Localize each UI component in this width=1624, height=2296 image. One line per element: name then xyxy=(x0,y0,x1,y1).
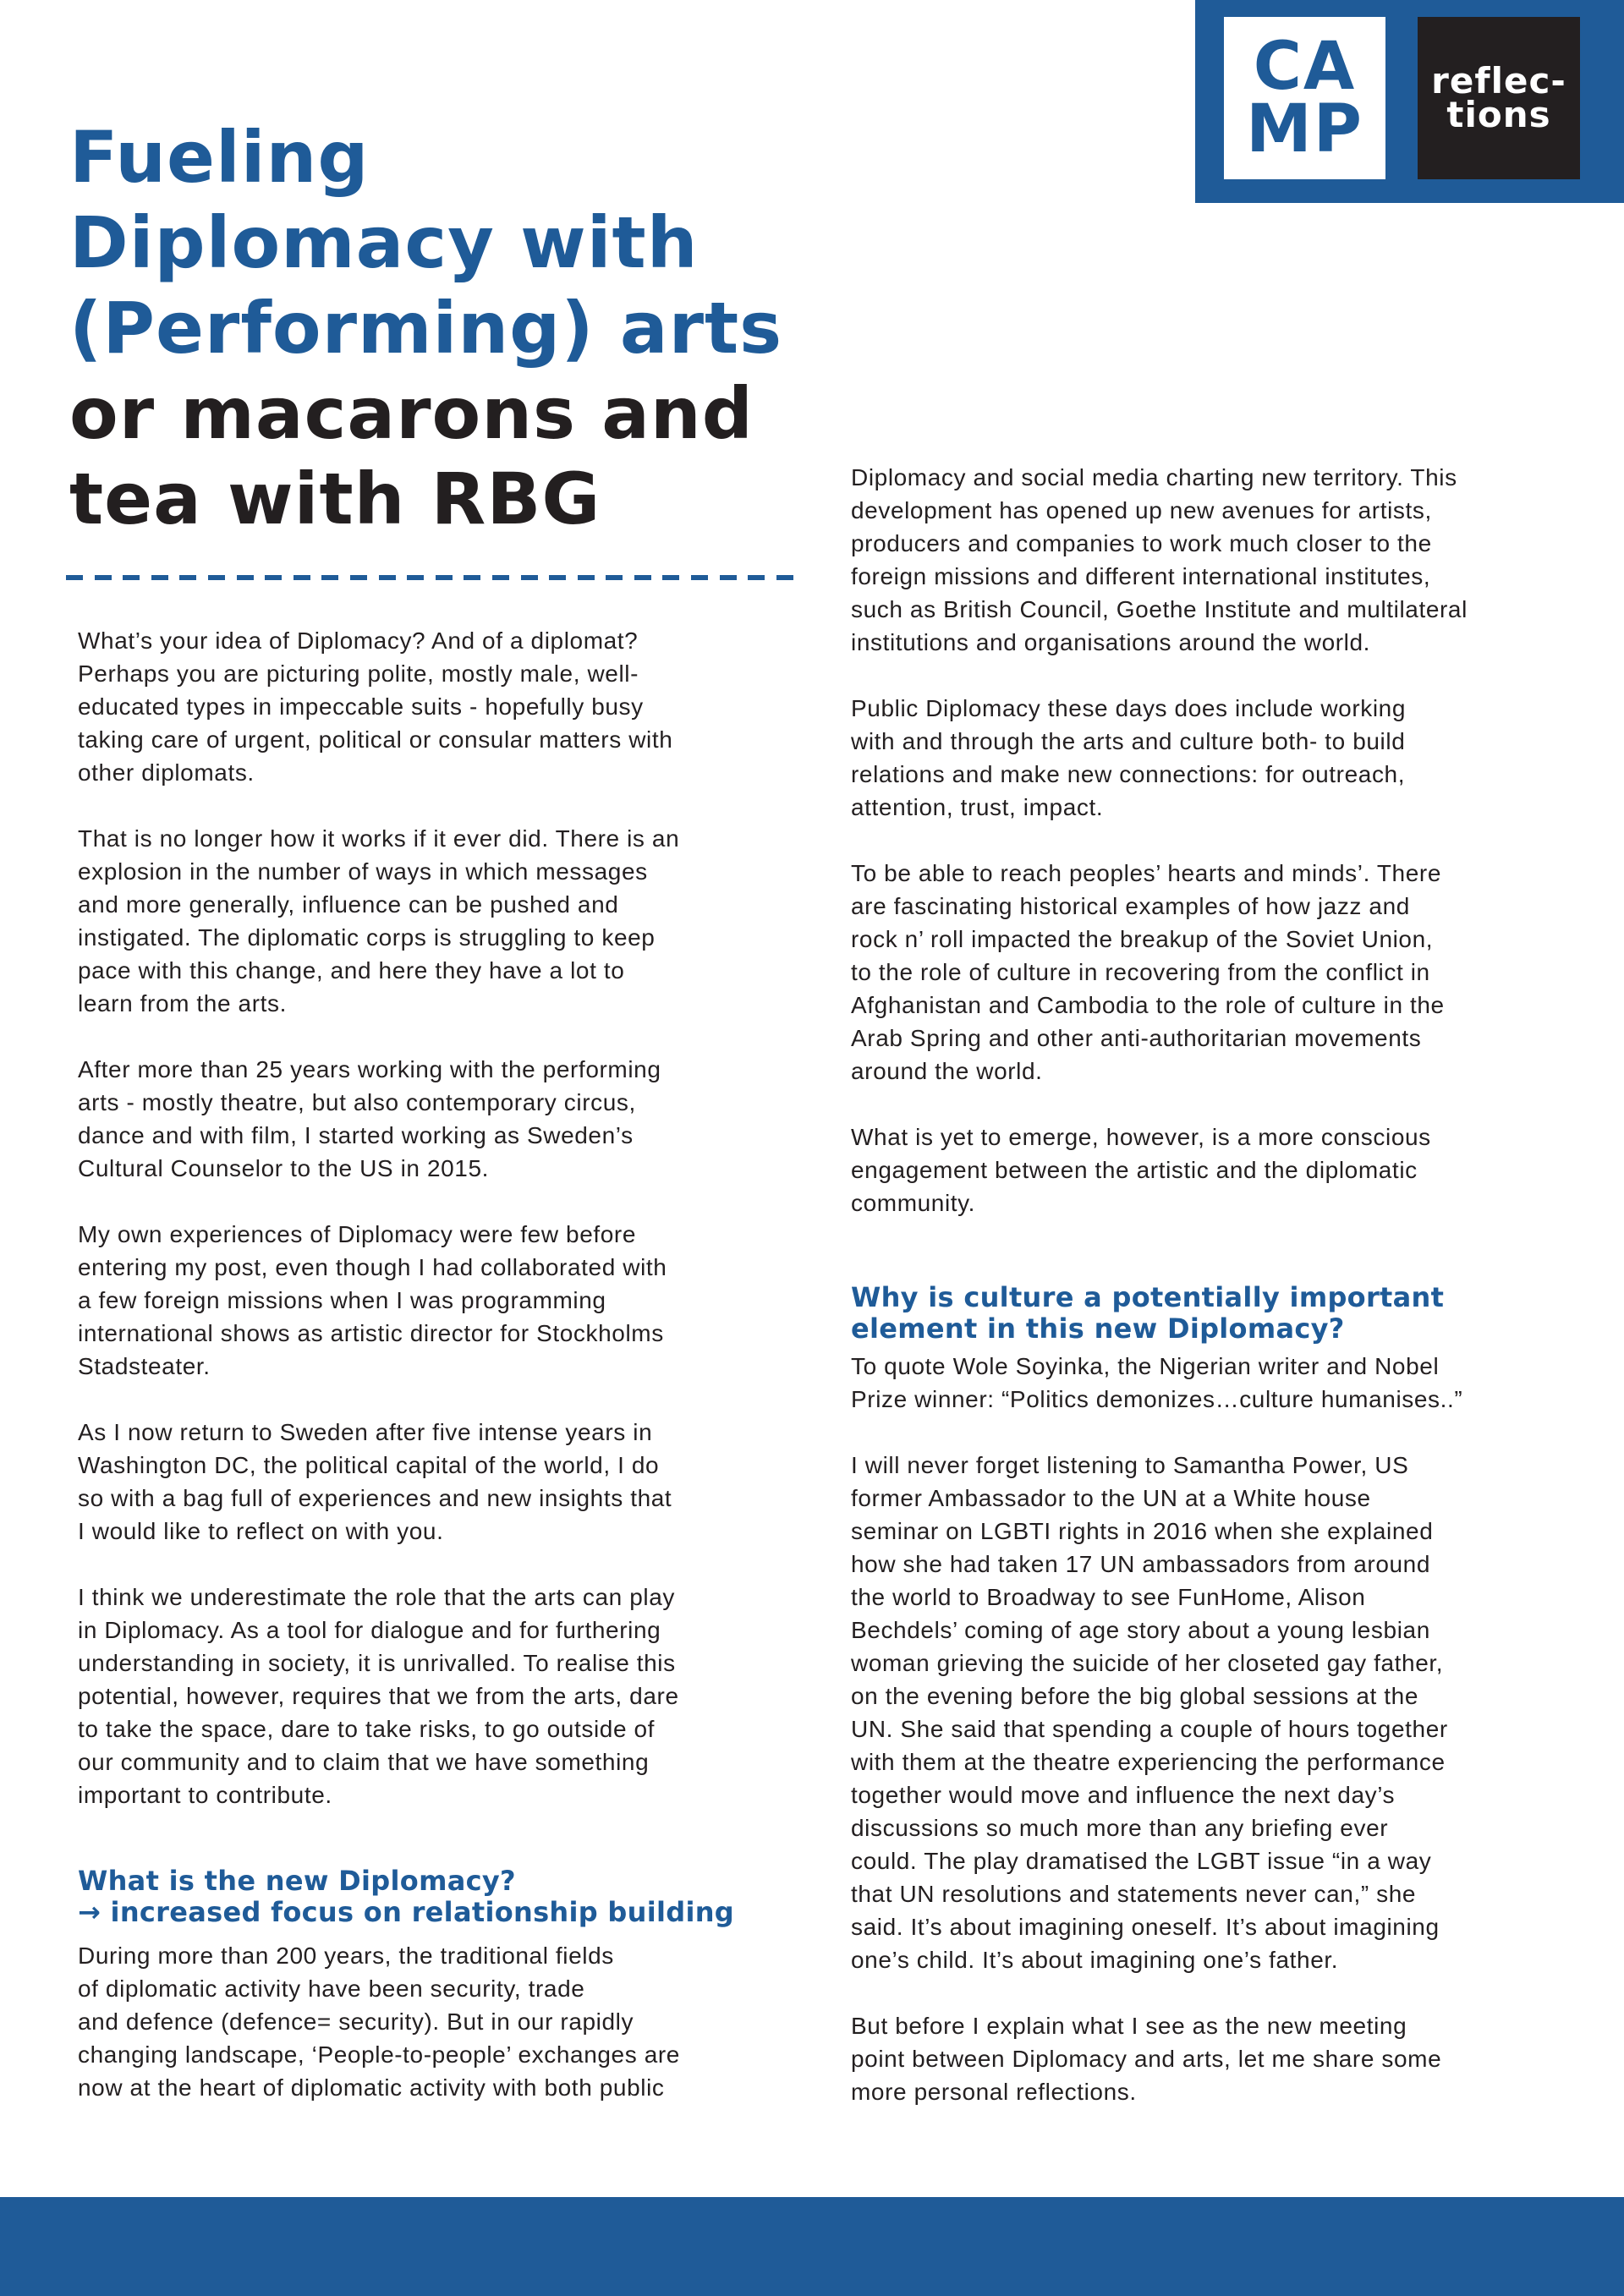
text-line: could. The play dramatised the LGBT issue “in a way xyxy=(851,1848,1432,1874)
text-line: Prize winner: “Politics demonizes…culture humanises..” xyxy=(851,1386,1463,1412)
section-heading-new-diplomacy xyxy=(78,1866,734,1928)
dash-segment xyxy=(578,575,595,580)
text-line: other diplomats. xyxy=(78,759,255,786)
text-line: My own experiences of Diplomacy were few before xyxy=(78,1221,637,1247)
quote-paragraph xyxy=(851,1350,1462,1416)
text-line: the world to Broadway to see FunHome, Alison xyxy=(851,1584,1366,1610)
title-line: Fueling xyxy=(69,116,370,199)
text-line: on the evening before the big global sessions at the xyxy=(851,1683,1418,1709)
text-line: that UN resolutions and statements never can,” she xyxy=(851,1881,1417,1907)
dash-segment xyxy=(464,575,480,580)
dash-segment xyxy=(237,575,254,580)
paragraph xyxy=(851,857,1445,1088)
dash-segment xyxy=(66,575,83,580)
text-line: institutions and organisations around the world. xyxy=(851,629,1371,655)
text-line: Diplomacy and social media charting new territory. This xyxy=(851,464,1457,490)
dash-segment xyxy=(634,575,651,580)
camp-logo-box xyxy=(1224,17,1385,179)
text-line: But before I explain what I see as the new meeting xyxy=(851,2013,1407,2039)
paragraph xyxy=(78,822,679,1020)
dash-segment xyxy=(265,575,282,580)
text-line: foreign missions and different international institutes, xyxy=(851,563,1431,589)
text-line: producers and companies to work much closer to the xyxy=(851,530,1432,556)
text-line: pace with this change, and here they have a lot to xyxy=(78,957,625,984)
text-line: attention, trust, impact. xyxy=(851,794,1104,820)
reflections-logo-line: reflec- xyxy=(1431,60,1566,101)
camp-logo-line: CA xyxy=(1253,29,1357,105)
text-line: our community and to claim that we have something xyxy=(78,1749,650,1775)
text-line: and more generally, influence can be pushed and xyxy=(78,891,619,918)
text-line: international shows as artistic director for Stockholms xyxy=(78,1320,664,1346)
text-line: explosion in the number of ways in which messages xyxy=(78,858,648,885)
text-line: What’s your idea of Diplomacy? And of a diplomat? xyxy=(78,627,639,654)
dash-segment xyxy=(691,575,708,580)
text-line: Stadsteater. xyxy=(78,1353,211,1379)
dash-segment xyxy=(492,575,509,580)
text-line: more personal reflections. xyxy=(851,2079,1137,2105)
article-title xyxy=(69,115,782,542)
paragraph xyxy=(78,1053,661,1185)
footer-band xyxy=(0,2197,1624,2296)
text-line: I think we underestimate the role that the arts can play xyxy=(78,1584,675,1610)
text-line: educated types in impeccable suits - hopefully busy xyxy=(78,693,644,720)
text-line: point between Diplomacy and arts, let me share some xyxy=(851,2046,1442,2072)
text-line: Washington DC, the political capital of the world, I do xyxy=(78,1452,660,1478)
text-line: UN. She said that spending a couple of hours together xyxy=(851,1716,1448,1742)
text-line: Why is culture a potentially important xyxy=(851,1281,1445,1313)
dash-segment xyxy=(662,575,679,580)
text-line: with them at the theatre experiencing the performance xyxy=(851,1749,1446,1775)
text-line: relations and make new connections: for outreach, xyxy=(851,761,1406,787)
camp-logo-line: MP xyxy=(1246,91,1363,167)
text-line: potential, however, requires that we from the arts, dare xyxy=(78,1683,679,1709)
text-line: learn from the arts. xyxy=(78,990,287,1016)
camp-reflections-logo xyxy=(1195,0,1624,203)
text-line: now at the heart of diplomatic activity with both public xyxy=(78,2074,665,2101)
text-line: development has opened up new avenues for artists, xyxy=(851,497,1432,523)
text-line: seminar on LGBTI rights in 2016 when she explained xyxy=(851,1518,1434,1544)
paragraph xyxy=(78,1218,667,1383)
dash-segment xyxy=(720,575,737,580)
paragraph xyxy=(851,1121,1431,1219)
title-line: (Performing) arts xyxy=(69,287,783,370)
reflections-logo-line: tions xyxy=(1446,94,1551,135)
dash-segment xyxy=(521,575,538,580)
text-line: one’s child. It’s about imagining one’s father. xyxy=(851,1947,1339,1973)
dash-segment xyxy=(179,575,196,580)
dash-segment xyxy=(407,575,424,580)
dash-segment xyxy=(379,575,396,580)
paragraph xyxy=(851,692,1406,824)
text-line: so with a bag full of experiences and new insights that xyxy=(78,1485,672,1511)
dashed-divider xyxy=(66,575,793,580)
paragraph xyxy=(78,1939,680,2104)
paragraph xyxy=(78,624,672,789)
text-line: in Diplomacy. As a tool for dialogue and for furthering xyxy=(78,1617,661,1643)
text-line: changing landscape, ‘People-to-people’ exchanges are xyxy=(78,2041,680,2068)
dash-segment xyxy=(123,575,140,580)
text-line: discussions so much more than any briefing ever xyxy=(851,1815,1389,1841)
text-line: rock n’ roll impacted the breakup of the Soviet Union, xyxy=(851,926,1434,952)
text-line: What is yet to emerge, however, is a more conscious xyxy=(851,1124,1431,1150)
title-line: or macarons and xyxy=(69,372,754,455)
text-line: to the role of culture in recovering from the conflict in xyxy=(851,959,1430,985)
text-line: Cultural Counselor to the US in 2015. xyxy=(78,1155,490,1181)
text-line: instigated. The diplomatic corps is struggling to keep xyxy=(78,924,656,951)
text-line: a few foreign missions when I was programming xyxy=(78,1287,606,1313)
text-line: I will never forget listening to Samantha Power, US xyxy=(851,1452,1409,1478)
text-line: entering my post, even though I had collaborated with xyxy=(78,1254,667,1280)
text-line: As I now return to Sweden after five intense years in xyxy=(78,1419,653,1445)
text-line: Public Diplomacy these days does include working xyxy=(851,695,1407,721)
text-line: dance and with film, I started working as Sweden’s xyxy=(78,1122,634,1148)
text-line: to take the space, dare to take risks, to go outside of xyxy=(78,1716,656,1742)
text-line: → increased focus on relationship building xyxy=(78,1896,735,1928)
text-line: Afghanistan and Cambodia to the role of culture in the xyxy=(851,992,1445,1018)
text-line: Bechdels’ coming of age story about a young lesbian xyxy=(851,1617,1430,1643)
text-line: To be able to reach peoples’ hearts and minds’. There xyxy=(851,860,1441,886)
text-line: with and through the arts and culture both- to build xyxy=(851,728,1406,754)
text-line: During more than 200 years, the traditional fields xyxy=(78,1943,614,1969)
dash-segment xyxy=(208,575,225,580)
dash-segment xyxy=(748,575,765,580)
text-line: important to contribute. xyxy=(78,1782,332,1808)
text-line: of diplomatic activity have been security, trade xyxy=(78,1975,585,2002)
text-line: former Ambassador to the UN at a White house xyxy=(851,1485,1371,1511)
text-line: After more than 25 years working with the performing xyxy=(78,1056,661,1082)
section-heading-why-culture xyxy=(851,1282,1444,1345)
text-line: arts - mostly theatre, but also contemporary circus, xyxy=(78,1089,636,1115)
title-line: Diplomacy with xyxy=(69,201,699,284)
paragraph xyxy=(851,1449,1448,1976)
text-line: taking care of urgent, political or consular matters with xyxy=(78,726,673,753)
dash-segment xyxy=(321,575,338,580)
title-line: tea with RBG xyxy=(69,458,601,540)
text-line: element in this new Diplomacy? xyxy=(851,1312,1345,1345)
text-line: are fascinating historical examples of how jazz and xyxy=(851,893,1410,919)
text-line: understanding in society, it is unrivalled. To realise this xyxy=(78,1650,676,1676)
text-line: around the world. xyxy=(851,1058,1043,1084)
dash-segment xyxy=(294,575,310,580)
text-line: how she had taken 17 UN ambassadors from around xyxy=(851,1551,1431,1577)
reflections-logo-box xyxy=(1418,17,1580,179)
text-line: I would like to reflect on with you. xyxy=(78,1518,444,1544)
dash-segment xyxy=(549,575,566,580)
text-line: community. xyxy=(851,1190,976,1216)
text-line: What is the new Diplomacy? xyxy=(78,1865,516,1897)
text-line: and defence (defence= security). But in our rapidly xyxy=(78,2008,634,2035)
paragraph xyxy=(78,1416,672,1548)
text-line: together would move and influence the next day’s xyxy=(851,1782,1396,1808)
text-line: engagement between the artistic and the diplomatic xyxy=(851,1157,1418,1183)
text-line: That is no longer how it works if it ever did. There is an xyxy=(78,825,680,852)
dash-segment xyxy=(95,575,112,580)
text-line: To quote Wole Soyinka, the Nigerian writer and Nobel xyxy=(851,1353,1440,1379)
dash-segment xyxy=(151,575,168,580)
dash-segment xyxy=(436,575,453,580)
text-line: Perhaps you are picturing polite, mostly male, well- xyxy=(78,660,639,687)
text-line: said. It’s about imagining oneself. It’s about imagining xyxy=(851,1914,1440,1940)
text-line: Arab Spring and other anti-authoritarian movements xyxy=(851,1025,1422,1051)
text-line: woman grieving the suicide of her closeted gay father, xyxy=(851,1650,1444,1676)
paragraph xyxy=(851,2009,1441,2108)
text-line: such as British Council, Goethe Institute and multilateral xyxy=(851,596,1468,622)
paragraph xyxy=(78,1581,679,1811)
dash-segment xyxy=(776,575,793,580)
dash-segment xyxy=(350,575,367,580)
dash-segment xyxy=(606,575,623,580)
paragraph xyxy=(851,461,1468,659)
